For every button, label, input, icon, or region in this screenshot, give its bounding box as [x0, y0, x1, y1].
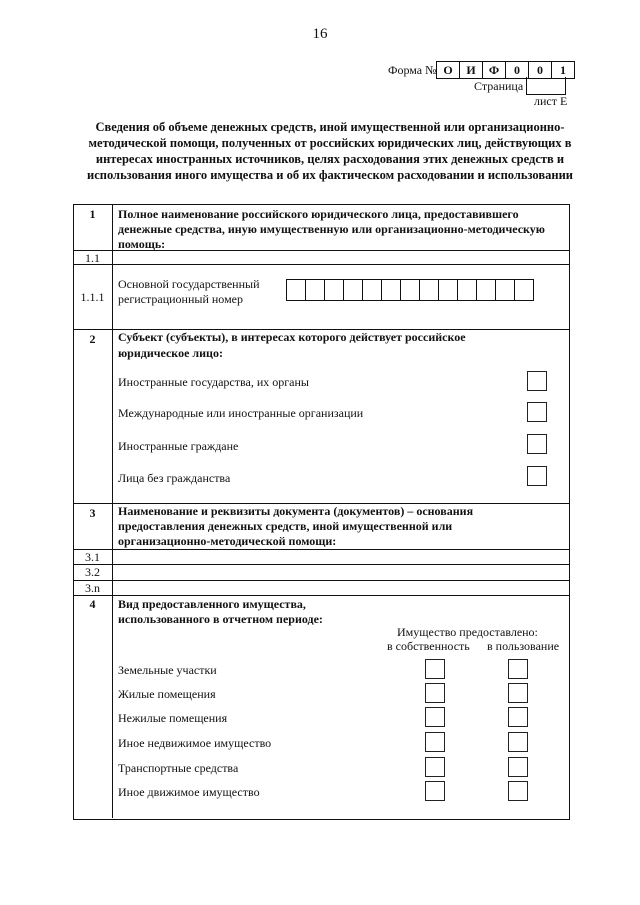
property-item-label: Нежилые помещения	[118, 711, 228, 725]
section-4-title: Вид предоставленного имущества,	[118, 597, 306, 611]
section-3-title: Наименование и реквизиты документа (документов) – основания	[118, 504, 474, 518]
ogrn-digit-cell[interactable]	[362, 279, 382, 301]
option-checkbox[interactable]	[527, 371, 547, 391]
page-label: Страница	[474, 79, 524, 93]
column-divider	[112, 204, 113, 818]
option-label: Лица без гражданства	[118, 471, 231, 485]
use-checkbox[interactable]	[508, 781, 528, 801]
property-item-label: Иное недвижимое имущество	[118, 736, 272, 750]
ogrn-input[interactable]	[287, 279, 534, 301]
ogrn-digit-cell[interactable]	[324, 279, 344, 301]
property-item-label: Транспортные средства	[118, 761, 239, 775]
ogrn-digit-cell[interactable]	[381, 279, 401, 301]
own-checkbox[interactable]	[425, 683, 445, 703]
ogrn-digit-cell[interactable]	[400, 279, 420, 301]
ogrn-digit-cell[interactable]	[305, 279, 325, 301]
column-own-label: в собственность	[387, 639, 470, 653]
ogrn-digit-cell[interactable]	[495, 279, 515, 301]
option-checkbox[interactable]	[527, 434, 547, 454]
form-code-cell: 0	[528, 61, 552, 79]
property-item-label: Жилые помещения	[118, 687, 216, 701]
section-3-title: предоставления денежных средств, иной имущественной или	[118, 519, 453, 533]
ogrn-digit-cell[interactable]	[438, 279, 458, 301]
property-item-label: Иное движимое имущество	[118, 785, 260, 799]
own-checkbox[interactable]	[425, 781, 445, 801]
own-checkbox[interactable]	[425, 732, 445, 752]
sheet-label: лист Е	[534, 94, 568, 108]
form-code-cell: О	[436, 61, 460, 79]
page-number: 16	[312, 26, 328, 42]
section-number: 3	[89, 506, 96, 520]
section-1-title: Полное наименование российского юридического лица, предоставившего денежные средства, иную имущественную или организационно-методическую помощь:	[118, 207, 545, 251]
row-divider	[73, 549, 570, 550]
column-use-label: в пользование	[487, 639, 560, 653]
form-code-cell: Ф	[482, 61, 506, 79]
ogrn-label: Основной государственный	[118, 277, 260, 291]
own-checkbox[interactable]	[425, 757, 445, 777]
form-code-cell: 1	[551, 61, 575, 79]
option-label: Иностранные граждане	[118, 439, 239, 453]
row-divider	[73, 580, 570, 581]
section-2-title: юридическое лицо:	[118, 346, 223, 360]
row-divider	[73, 564, 570, 565]
section-number: 1	[89, 207, 96, 221]
ogrn-digit-cell[interactable]	[514, 279, 534, 301]
use-checkbox[interactable]	[508, 707, 528, 727]
form-code-cell: 0	[505, 61, 529, 79]
ogrn-digit-cell[interactable]	[419, 279, 439, 301]
row-number: 3.n	[85, 581, 100, 595]
section-number: 2	[89, 332, 96, 346]
provided-label: Имущество предоставлено:	[397, 625, 538, 639]
use-checkbox[interactable]	[508, 757, 528, 777]
ogrn-digit-cell[interactable]	[343, 279, 363, 301]
option-label: Международные или иностранные организации	[118, 406, 364, 420]
ogrn-digit-cell[interactable]	[476, 279, 496, 301]
row-divider	[73, 264, 570, 265]
section-2-title: Субъект (субъекты), в интересах которого действует российское	[118, 330, 466, 344]
ogrn-label: регистрационный номер	[118, 292, 243, 306]
document-heading: Сведения об объеме денежных средств, иной имущественной или организационно-методической помощи, полученных от российских юридических лиц, действующих в интересах иностранных источников, целях расходования этих денежных средств и использования иного имущества и об их фактическом расходовании и использовании	[87, 120, 573, 182]
section-3-title: организационно-методической помощи:	[118, 534, 337, 548]
use-checkbox[interactable]	[508, 732, 528, 752]
ogrn-digit-cell[interactable]	[457, 279, 477, 301]
section-4-title: использованного в отчетном периоде:	[118, 612, 323, 626]
use-checkbox[interactable]	[508, 683, 528, 703]
use-checkbox[interactable]	[508, 659, 528, 679]
row-number: 1.1	[85, 251, 100, 265]
page-number-field[interactable]	[526, 77, 566, 95]
section-number: 4	[89, 597, 96, 611]
option-checkbox[interactable]	[527, 466, 547, 486]
row-number: 3.1	[85, 550, 100, 564]
own-checkbox[interactable]	[425, 659, 445, 679]
own-checkbox[interactable]	[425, 707, 445, 727]
option-checkbox[interactable]	[527, 402, 547, 422]
property-item-label: Земельные участки	[118, 663, 217, 677]
option-label: Иностранные государства, их органы	[118, 375, 309, 389]
row-number: 3.2	[85, 565, 100, 579]
row-number: 1.1.1	[80, 290, 105, 304]
ogrn-digit-cell[interactable]	[286, 279, 306, 301]
form-number-label: Форма №	[388, 63, 437, 77]
form-code-cell: И	[459, 61, 483, 79]
row-divider	[73, 595, 570, 596]
